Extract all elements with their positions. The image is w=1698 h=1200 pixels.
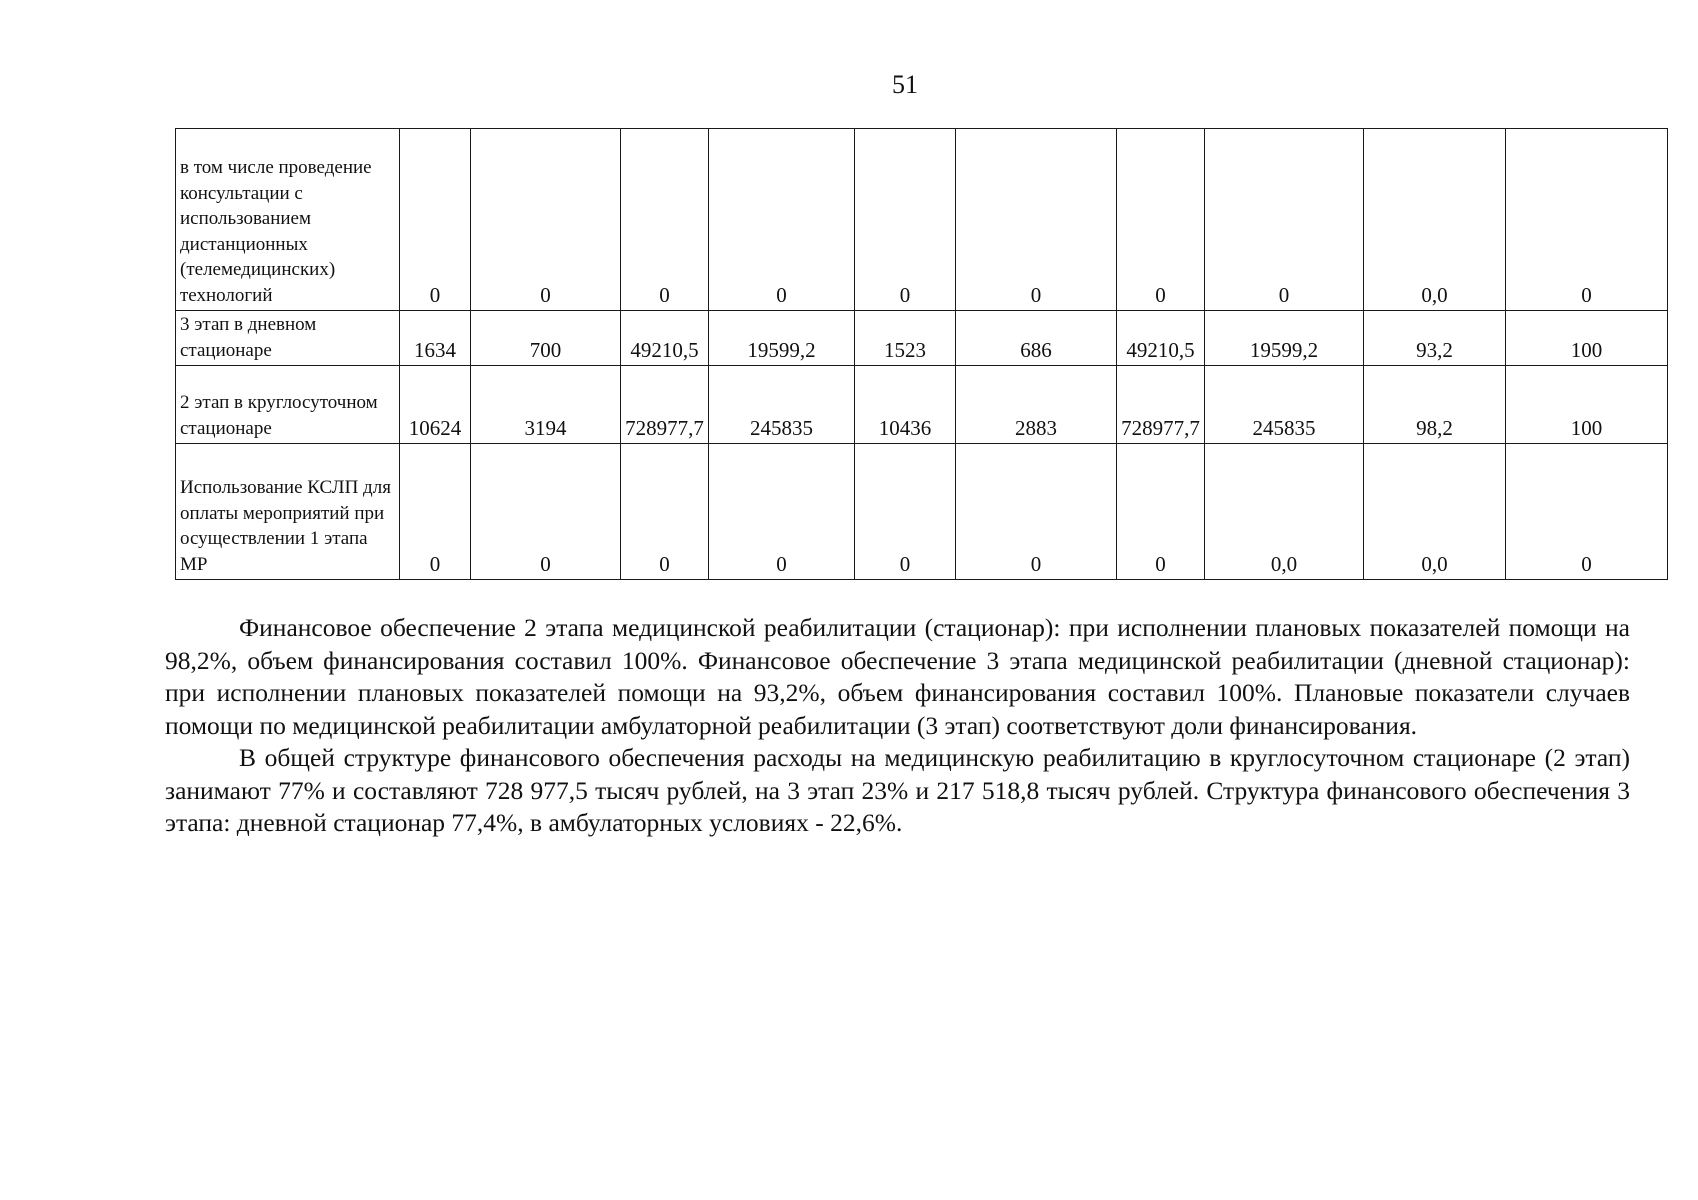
table-row-telemedicine — [176, 129, 1668, 311]
table-cell: 0 — [709, 444, 855, 580]
table-cell: 49210,5 — [621, 311, 709, 366]
table-cell: 0 — [956, 129, 1117, 311]
table-cell: 98,2 — [1364, 366, 1506, 444]
table-cell: 686 — [956, 311, 1117, 366]
paragraph-financing-stages: Финансовое обеспечение 2 этапа медицинской реабилитации (стационар): при исполнении плановых показателей помощи на 98,2%, объем финансирования составил 100%. Финансовое обеспечение 3 этапа медицинской реабилитации (дневной стационар): при исполнении плановых показателей помощи на 93,2%, объем финансирования составил 100%. Плановые показатели случаев помощи по медицинской реабилитации амбулаторной реабилитации (3 этап) соответствуют доли финансирования. — [165, 613, 1630, 740]
table-cell: 0 — [471, 129, 621, 311]
data-table-container — [175, 128, 1667, 580]
table-cell: 100 — [1506, 311, 1668, 366]
table-row-round-the-clock — [176, 366, 1668, 444]
table-cell: 0 — [1117, 444, 1205, 580]
table-cell: 700 — [471, 311, 621, 366]
table-cell: 0 — [1117, 129, 1205, 311]
paragraph-financing-structure: В общей структуре финансового обеспечения расходы на медицинскую реабилитацию в круглосуточном стационаре (2 этап) занимают 77% и составляют 728 977,5 тысяч рублей, на 3 этап 23% и 217 518,8 тысяч рублей. Структура финансового обеспечения 3 этапа: дневной стационар 77,4%, в амбулаторных условиях - 22,6%. — [165, 743, 1630, 837]
table-cell: 2883 — [956, 366, 1117, 444]
data-table — [175, 128, 1668, 580]
table-cell: 10624 — [400, 366, 471, 444]
table-cell: 728977,7 — [621, 366, 709, 444]
table-cell: 1523 — [855, 311, 956, 366]
table-cell: 0 — [855, 129, 956, 311]
table-cell: 93,2 — [1364, 311, 1506, 366]
row-label: Использование КСЛП для оплаты мероприятий при осуществлении 1 этапа МР — [176, 444, 400, 580]
table-cell: 0 — [855, 444, 956, 580]
table-row-day-hospital — [176, 311, 1668, 366]
page-number: 51 — [892, 70, 918, 99]
body-text — [165, 612, 1630, 840]
row-label: 2 этап в круглосуточном стационаре — [176, 366, 400, 444]
table-cell: 245835 — [1205, 366, 1364, 444]
table-cell: 19599,2 — [1205, 311, 1364, 366]
table-cell: 728977,7 — [1117, 366, 1205, 444]
table-cell: 0 — [709, 129, 855, 311]
table-cell: 0 — [1506, 129, 1668, 311]
table-cell: 0 — [400, 129, 471, 311]
table-cell: 0,0 — [1205, 444, 1364, 580]
table-cell: 49210,5 — [1117, 311, 1205, 366]
row-label: 3 этап в дневном стационаре — [176, 311, 400, 366]
table-cell: 10436 — [855, 366, 956, 444]
table-cell: 0,0 — [1364, 444, 1506, 580]
table-cell: 0 — [621, 129, 709, 311]
table-row-kslp — [176, 444, 1668, 580]
table-cell: 3194 — [471, 366, 621, 444]
table-cell: 0 — [1506, 444, 1668, 580]
table-cell: 0,0 — [1364, 129, 1506, 311]
table-cell: 0 — [621, 444, 709, 580]
table-cell: 0 — [400, 444, 471, 580]
table-cell: 0 — [956, 444, 1117, 580]
table-cell: 1634 — [400, 311, 471, 366]
table-cell: 245835 — [709, 366, 855, 444]
table-cell: 19599,2 — [709, 311, 855, 366]
table-cell: 0 — [471, 444, 621, 580]
table-cell: 100 — [1506, 366, 1668, 444]
row-label: в том числе проведение консультации с использованием дистанционных (телемедицинских) технологий — [176, 129, 400, 311]
table-cell: 0 — [1205, 129, 1364, 311]
